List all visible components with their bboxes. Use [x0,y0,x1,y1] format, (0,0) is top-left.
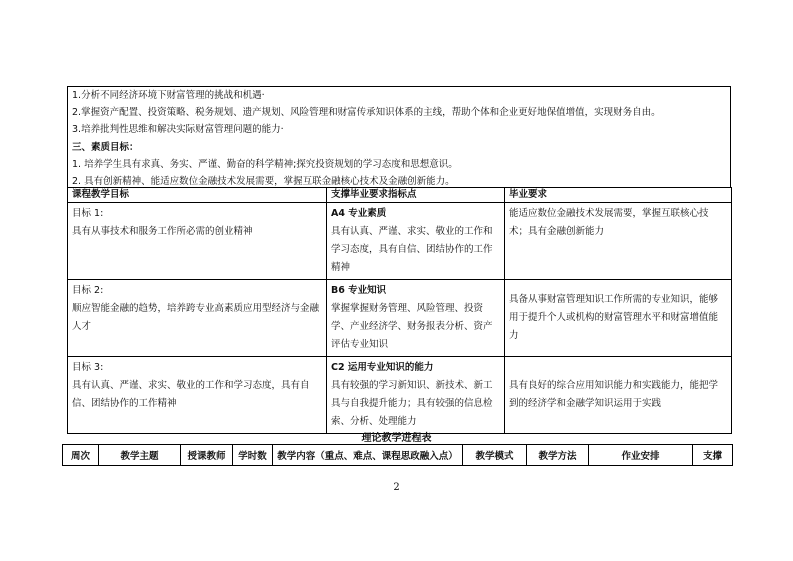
table-row [68,203,732,280]
goal-cell [68,203,327,280]
indicator-cell [327,280,505,357]
schedule-caption: 理论教学进程表 [361,433,432,444]
indicator-text: 掌握掌握财务管理、风险管理、投资学、产业经济学、财务报表分析、资产评估专业知识 [331,303,493,350]
knowledge-goal-3: 3.培养批判性思维和解决实际财富管理问题的能力· [72,124,284,136]
table-row [68,280,732,357]
indicator-cell [327,357,505,434]
schedule-table [62,444,733,466]
header-content: 教学内容（重点、难点、课程思政融入点） [273,445,463,466]
header-mode: 教学模式 [463,445,527,466]
goal-cell [68,280,327,357]
header-method: 教学方法 [527,445,589,466]
header-hours: 学时数 [233,445,273,466]
indicator-cell [327,203,505,280]
header-course-goal: 课程教学目标 [68,188,327,203]
goal-title: 目标 2: [72,285,104,296]
table-row [68,357,732,434]
requirement-cell: 具备从事财富管理知识工作所需的专业知识，能够用于提升个人或机构的财富管理水平和财富增值能力 [505,280,732,357]
quality-goal-1: 1. 培养学生具有求真、务实、严谨、勤奋的科学精神;探究投资规划的学习态度和思想意识。 [72,158,458,170]
indicator-title: C2 运用专业知识的能力 [331,362,434,373]
requirement-cell: 具有良好的综合应用知识能力和实践能力，能把学到的经济学和金融学知识运用于实践 [505,357,732,434]
course-goals-table [67,187,732,434]
goal-title: 目标 3: [72,362,104,373]
quality-goal-2: 2. 具有创新精神、能适应数位金融技术发展需要，掌握互联金融核心技术及金融创新能力。 [72,176,455,188]
quality-goals-heading: 三、素质目标： [72,141,139,153]
knowledge-goal-2: 2.掌握资产配置、投资策略、税务规划、遗产规划、风险管理和财富传承知识体系的主线，帮助个体和企业更好地保值增值，实现财务自由。 [72,107,661,119]
goal-cell [68,357,327,434]
knowledge-goal-1: 1.分析不同经济环境下财富管理的挑战和机遇· [72,90,265,101]
objectives-text-block [67,86,731,187]
goal-text: 具有从事技术和服务工作所必需的创业精神 [72,226,253,237]
goal-title: 目标 1: [72,208,104,219]
schedule-header-row [63,445,733,466]
requirement-cell: 能适应数位金融技术发展需要，掌握互联核心技术；具有金融创新能力 [505,203,732,280]
header-requirement: 毕业要求 [505,188,732,203]
goal-text: 具有认真、严谨、求实、敬业的工作和学习态度，具有自信、团结协作的工作精神 [72,380,310,409]
indicator-text: 具有较强的学习新知识、新技术、新工具与自我提升能力；具有较强的信息检索、分析、处理能力 [331,380,493,427]
indicator-text: 具有认真、严谨、求实、敬业的工作和学习态度，具有自信、团结协作的工作精神 [331,226,493,273]
header-support: 支撑 [693,445,733,466]
goals-header-row [68,188,732,203]
header-indicator: 支撑毕业要求指标点 [327,188,505,203]
indicator-title: B6 专业知识 [331,285,387,296]
header-teacher: 授课教师 [181,445,233,466]
indicator-title: A4 专业素质 [331,208,387,219]
header-week: 周次 [63,445,99,466]
header-topic: 教学主题 [99,445,181,466]
page-number: 2 [393,482,400,493]
header-homework: 作业安排 [589,445,693,466]
goal-text: 顺应智能金融的趋势，培养跨专业高素质应用型经济与金融人才 [72,303,320,332]
